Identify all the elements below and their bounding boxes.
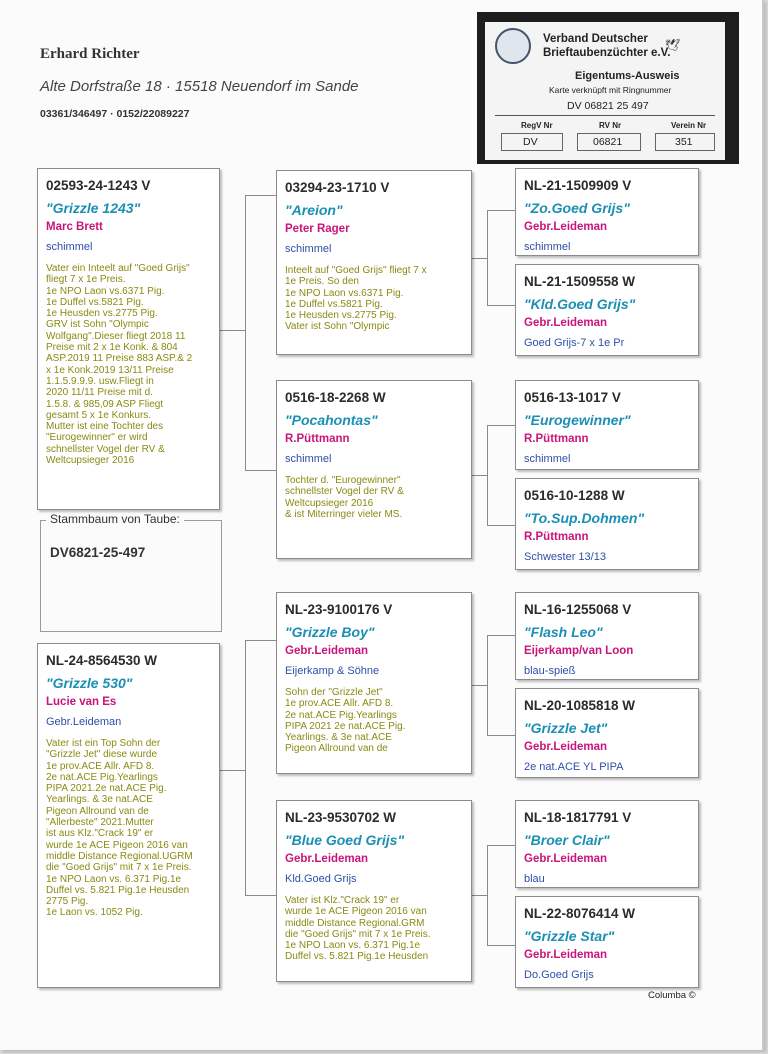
ring-number: NL-18-1817791 V bbox=[524, 810, 632, 825]
pigeon-name: "To.Sup.Dohmen" bbox=[524, 510, 645, 526]
card-title: Eigentums-Ausweis bbox=[575, 70, 680, 82]
pigeon-note: Tochter d. "Eurogewinner" schnellster Vogel der RV & Weltcupsieger 2016 & ist Miterringer vieler MS. bbox=[285, 475, 404, 520]
connector-line bbox=[470, 258, 488, 259]
connector-line bbox=[470, 895, 488, 896]
breeder-name: Gebr.Leideman bbox=[285, 645, 369, 657]
pigeon-color: Schwester 13/13 bbox=[524, 551, 606, 563]
pigeon-name: "Flash Leo" bbox=[524, 624, 603, 640]
breeder-name: R.Püttmann bbox=[285, 433, 350, 445]
pigeon-card-mf bbox=[276, 592, 472, 774]
pigeon-note: Inteelt auf "Goed Grijs" fliegt 7 x 1e Preis. So den 1e NPO Laon vs.6371 Pig. 1e Duffel vs.5821 Pig. 1e Heusden vs.2775 Pig. Vater ist Sohn "Olympic bbox=[285, 265, 427, 333]
pigeon-color: schimmel bbox=[285, 243, 332, 255]
pigeon-card-mff bbox=[515, 592, 699, 680]
connector-line bbox=[245, 895, 277, 896]
connector-line bbox=[470, 475, 488, 476]
pigeon-color: schimmel bbox=[524, 241, 571, 253]
connector-line bbox=[245, 195, 246, 470]
connector-line bbox=[487, 945, 515, 946]
pigeon-name: "Areion" bbox=[285, 202, 343, 218]
ring-number: NL-20-1085818 W bbox=[524, 698, 636, 713]
pigeon-card-mother bbox=[37, 643, 220, 988]
card-col2-label: RV Nr bbox=[599, 121, 622, 130]
card-col2-value: 06821 bbox=[593, 136, 623, 148]
pigeon-card-mmm bbox=[515, 896, 699, 988]
pigeon-name: "Pocahontas" bbox=[285, 412, 378, 428]
pigeon-name: "Broer Clair" bbox=[524, 832, 610, 848]
card-col3-value: 351 bbox=[675, 136, 693, 148]
pigeon-card-mm bbox=[276, 800, 472, 982]
pigeon-color: Eijerkamp & Söhne bbox=[285, 665, 380, 677]
connector-line bbox=[487, 425, 515, 426]
connector-line bbox=[487, 735, 515, 736]
pigeon-name: "Grizzle Star" bbox=[524, 928, 615, 944]
pigeon-note: Vater ist ein Top Sohn der "Grizzle Jet" diese wurde 1e prov.ACE Allr. AFD 8. 2e nat.ACE Pig.Yearlings PIPA 2021.2e nat.ACE Pig. Yearlings. & 3e nat.ACE Pigeon Allround van de "Allerbeste" 2021.Mutter ist aus Klz."Crack 19" er wurde 1e ACE Pigeon 2016 van middle Distance Regional.UGRM die "Goed Grijs" mit 7 x 1e Preis. 1e NPO Laon vs. 6.371 Pig.1e Duffel vs. 5.821 Pig.1e Heusden 2775 Pig. 1e Laon vs. 1052 Pig. bbox=[46, 738, 193, 919]
breeder-name: Lucie van Es bbox=[46, 696, 117, 708]
pigeon-card-mfm bbox=[515, 688, 699, 778]
pigeon-color: schimmel bbox=[285, 453, 332, 465]
breeder-name: Gebr.Leideman bbox=[524, 853, 608, 865]
connector-line bbox=[487, 305, 515, 306]
ring-number: NL-22-8076414 W bbox=[524, 906, 636, 921]
breeder-name: Gebr.Leideman bbox=[524, 221, 608, 233]
ring-number: NL-24-8564530 W bbox=[46, 653, 158, 668]
pigeon-card-fm bbox=[276, 380, 472, 559]
card-divider bbox=[495, 115, 715, 116]
ring-number: NL-21-1509558 W bbox=[524, 274, 636, 289]
owner-name: Erhard Richter bbox=[40, 46, 140, 62]
ownership-card bbox=[477, 12, 739, 164]
pigeon-color: blau-spieß bbox=[524, 665, 576, 677]
stammbaum-id: DV6821-25-497 bbox=[50, 545, 146, 560]
pigeon-card-ffm bbox=[515, 264, 699, 356]
pigeon-color: Kld.Goed Grijs bbox=[285, 873, 357, 885]
pigeon-card-fff bbox=[515, 168, 699, 256]
card-ring-number: DV 06821 25 497 bbox=[567, 100, 649, 112]
ring-number: NL-21-1509909 V bbox=[524, 178, 632, 193]
connector-line bbox=[487, 525, 515, 526]
connector-line bbox=[245, 470, 277, 471]
breeder-name: Peter Rager bbox=[285, 223, 350, 235]
breeder-name: R.Püttmann bbox=[524, 531, 589, 543]
pigeon-name: "Grizzle Boy" bbox=[285, 624, 375, 640]
breeder-name: Gebr.Leideman bbox=[524, 741, 608, 753]
copyright-text: Columba © bbox=[648, 990, 696, 1001]
card-org-line1: Verband Deutscher bbox=[543, 33, 648, 45]
breeder-name: Gebr.Leideman bbox=[524, 949, 608, 961]
owner-phones: 03361/346497 · 0152/22089227 bbox=[40, 108, 190, 120]
connector-line bbox=[218, 770, 246, 771]
card-subtitle: Karte verknüpft mit Ringnummer bbox=[549, 85, 672, 95]
ring-number: 0516-10-1288 W bbox=[524, 488, 625, 503]
card-org-line2: Brieftaubenzüchter e.V. bbox=[543, 47, 671, 59]
connector-line bbox=[245, 195, 277, 196]
breeder-name: Eijerkamp/van Loon bbox=[524, 645, 634, 657]
pigeon-color: schimmel bbox=[46, 241, 93, 253]
ring-number: NL-16-1255068 V bbox=[524, 602, 632, 617]
pigeon-note: Vater ein Inteelt auf "Goed Grijs" fliegt 7 x 1e Preis. 1e NPO Laon vs.6371 Pig. 1e Duffel vs.5821 Pig. 1e Heusden vs.2775 Pig. GRV ist Sohn "Olympic Wolfgang".Dieser fliegt 2018 11 Preise mit 2 x 1e Konk. & 804 ASP.2019 11 Preise 883 ASP.& 2 x 1e Konk.2019 13/11 Preise 1.1.5.9.9.9. usw.Fliegt in 2020 11/11 Preise mit d. 1.5.8. & 985,09 ASP Fliegt gesamt 5 x 1e Konkurs. Mutter ist eine Tochter des "Eurogewinner" er wird schnellster Vogel der RV & Weltcupsieger 2016 bbox=[46, 263, 193, 467]
connector-line bbox=[487, 210, 515, 211]
card-col1-value: DV bbox=[523, 136, 538, 148]
pigeon-card-father bbox=[37, 168, 220, 510]
pigeon-icon: 🕊 bbox=[665, 38, 681, 52]
connector-line bbox=[218, 330, 246, 331]
pigeon-name: "Blue Goed Grijs" bbox=[285, 832, 405, 848]
ring-number: 0516-13-1017 V bbox=[524, 390, 621, 405]
breeder-name: Gebr.Leideman bbox=[524, 317, 608, 329]
ring-number: 03294-23-1710 V bbox=[285, 180, 390, 195]
breeder-name: Marc Brett bbox=[46, 221, 103, 233]
pigeon-color: Do.Goed Grijs bbox=[524, 969, 594, 981]
connector-line bbox=[487, 845, 515, 846]
pigeon-name: "Grizzle 530" bbox=[46, 675, 133, 691]
pigeon-card-mmf bbox=[515, 800, 699, 888]
ring-number: NL-23-9100176 V bbox=[285, 602, 393, 617]
breeder-name: R.Püttmann bbox=[524, 433, 589, 445]
connector-line bbox=[245, 640, 246, 895]
pigeon-name: "Zo.Goed Grijs" bbox=[524, 200, 630, 216]
ownership-card-inner bbox=[485, 22, 725, 160]
connector-line bbox=[487, 635, 515, 636]
pigeon-color: schimmel bbox=[524, 453, 571, 465]
pigeon-color: blau bbox=[524, 873, 545, 885]
pigeon-note: Vater ist Klz."Crack 19" er wurde 1e ACE Pigeon 2016 van middle Distance Regional.GRM die "Goed Grijs" mit 7 x 1e Preis. 1e NPO Laon vs. 6.371 Pig.1e Duffel vs. 5.821 Pig.1e Heusden bbox=[285, 895, 431, 963]
pigeon-card-fmf bbox=[515, 380, 699, 470]
pigeon-name: "Grizzle 1243" bbox=[46, 200, 141, 216]
stammbaum-frame bbox=[40, 520, 222, 632]
card-col3-label: Verein Nr bbox=[671, 121, 707, 130]
pigeon-note: Sohn der "Grizzle Jet" 1e prov.ACE Allr. AFD 8. 2e nat.ACE Pig.Yearlings PIPA 2021 2e nat.ACE Pig. Yearlings. & 3e nat.ACE Pigeon Allround van de bbox=[285, 687, 406, 755]
card-col1-label: RegV Nr bbox=[521, 121, 553, 130]
pigeon-name: "Grizzle Jet" bbox=[524, 720, 608, 736]
breeder-name: Gebr.Leideman bbox=[285, 853, 369, 865]
ring-number: 0516-18-2268 W bbox=[285, 390, 386, 405]
pigeon-card-fmm bbox=[515, 478, 699, 570]
owner-address: Alte Dorfstraße 18 · 15518 Neuendorf im Sande bbox=[40, 78, 359, 95]
stammbaum-label: Stammbaum von Taube: bbox=[46, 512, 184, 526]
vdb-logo-icon bbox=[495, 28, 531, 64]
pigeon-card-ff bbox=[276, 170, 472, 355]
pigeon-name: "Kld.Goed Grijs" bbox=[524, 296, 636, 312]
ring-number: NL-23-9530702 W bbox=[285, 810, 397, 825]
pigeon-color: Gebr.Leideman bbox=[46, 716, 122, 728]
pigeon-color: 2e nat.ACE YL PIPA bbox=[524, 761, 624, 773]
ring-number: 02593-24-1243 V bbox=[46, 178, 151, 193]
connector-line bbox=[245, 640, 277, 641]
connector-line bbox=[470, 685, 488, 686]
pigeon-name: "Eurogewinner" bbox=[524, 412, 631, 428]
pigeon-color: Goed Grijs-7 x 1e Pr bbox=[524, 337, 625, 349]
